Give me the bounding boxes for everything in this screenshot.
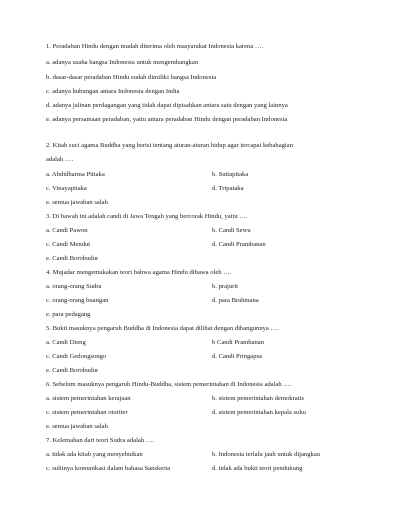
question-2-option-d: d. Tripataka <box>212 185 244 192</box>
question-4-text: 4. Mujadar mengemukakan teori bahwa agama Hindu dibawa oleh …. <box>46 269 232 276</box>
question-4-option-a: a. orang-orang Sudra <box>46 283 102 290</box>
question-1-option-b: b. dasar-dasar peradaban Hindu sudah dimiliki bangsa Indonesia <box>46 74 217 81</box>
question-6-option-d: d. sistem pemerintahan kepala suku <box>212 409 306 416</box>
question-7-option-a: a. tidak ada kitab yang menyebutkan <box>46 451 143 458</box>
question-5-option-a: a. Candi Dieng <box>46 339 86 346</box>
question-2-option-a: a. Abdidharma Pittaka <box>46 171 105 178</box>
question-5-option-b: b Candi Prambanan <box>212 339 265 346</box>
question-3-option-e: e. Candi Borobudur <box>46 255 99 262</box>
question-5-option-e: e. Candi Borobudur <box>46 367 99 374</box>
question-7-option-d: d. tidak ada bukti teori pendukung <box>212 465 303 472</box>
question-6-option-e: e. semua jawaban salah <box>46 423 108 430</box>
question-6-option-b: b. sistem pemerintahan demokratis <box>212 395 304 402</box>
question-3-text: 3. Di bawah ini adalah candi di Jawa Tengah yang bercorak Hindu, yaitu …. <box>46 213 248 220</box>
question-3-option-c: c. Candi Mendut <box>46 241 91 248</box>
question-5-text: 5. Bukti masuknya pengaruh Buddha di Indonesia dapat dilihat dengan dibangunnya …. <box>46 325 279 332</box>
question-7-text: 7. Kelemahan dari teori Sudra adalah …. <box>46 437 155 444</box>
question-4-option-d: d. para Brahmana <box>212 297 259 304</box>
question-6-text: 6. Sebelum masuknya pengaruh Hindu-Buddha, sistem pemerintahan di Indonesia adalah …. <box>46 381 292 388</box>
question-1-option-a: a. adanya usaha bangsa Indonesia untuk mengembangkan <box>46 59 199 66</box>
question-1-option-c: c. adanya hubungan antara Indonesia dengan India <box>46 88 180 95</box>
question-4-option-c: c. orang-orang buangan <box>46 297 109 304</box>
question-2-option-e: e. semua jawaban salah <box>46 199 108 206</box>
question-7-option-c: c. sulitnya komunikasi dalam bahasa Sanskerta <box>46 465 171 472</box>
question-1-text: 1. Peradaban Hindu dengan mudah diterima oleh masyarakat Indonesia karena …. <box>46 43 264 50</box>
question-7-option-b: b. Indonesia terlalu jauh untuk dijangkau <box>212 451 321 458</box>
question-1-option-e: e. adanya persamaan peradaban, yaitu antara peradaban Hindu dengan peradaban Indonesia <box>46 116 288 123</box>
question-5-option-d: d. Candi Pringapus <box>212 353 263 360</box>
question-3-option-a: a. Candi Pawon <box>46 227 88 234</box>
question-4-option-e: e. para pedagang <box>46 311 91 318</box>
question-3-option-d: d. Candi Prambanan <box>212 241 266 248</box>
question-5-option-c: c. Candi Gedongsongo <box>46 353 107 360</box>
question-1-option-d: d. adanya jalinan perdagangan yang tidak dapat dipisahkan antara satu dengan yang lainnya <box>46 102 288 109</box>
question-2-text-line-2: adalah …. <box>46 156 74 163</box>
question-4-option-b: b. prajurit <box>212 283 239 290</box>
question-3-option-b: b. Candi Sewu <box>212 227 251 234</box>
question-2-option-b: b. Suttapitaka <box>212 171 249 178</box>
question-6-option-a: a. sistem pemerintahan kerajaan <box>46 395 131 402</box>
question-2-option-c: c. Vinayapitaka <box>46 185 87 192</box>
question-2-text-line-1: 2. Kitab suci agama Buddha yang berisi tentang aturan-aturan hidup agar tercapai kebahagian <box>46 142 293 149</box>
question-6-option-c: c. sistem pemerintahan otoriter <box>46 409 128 416</box>
